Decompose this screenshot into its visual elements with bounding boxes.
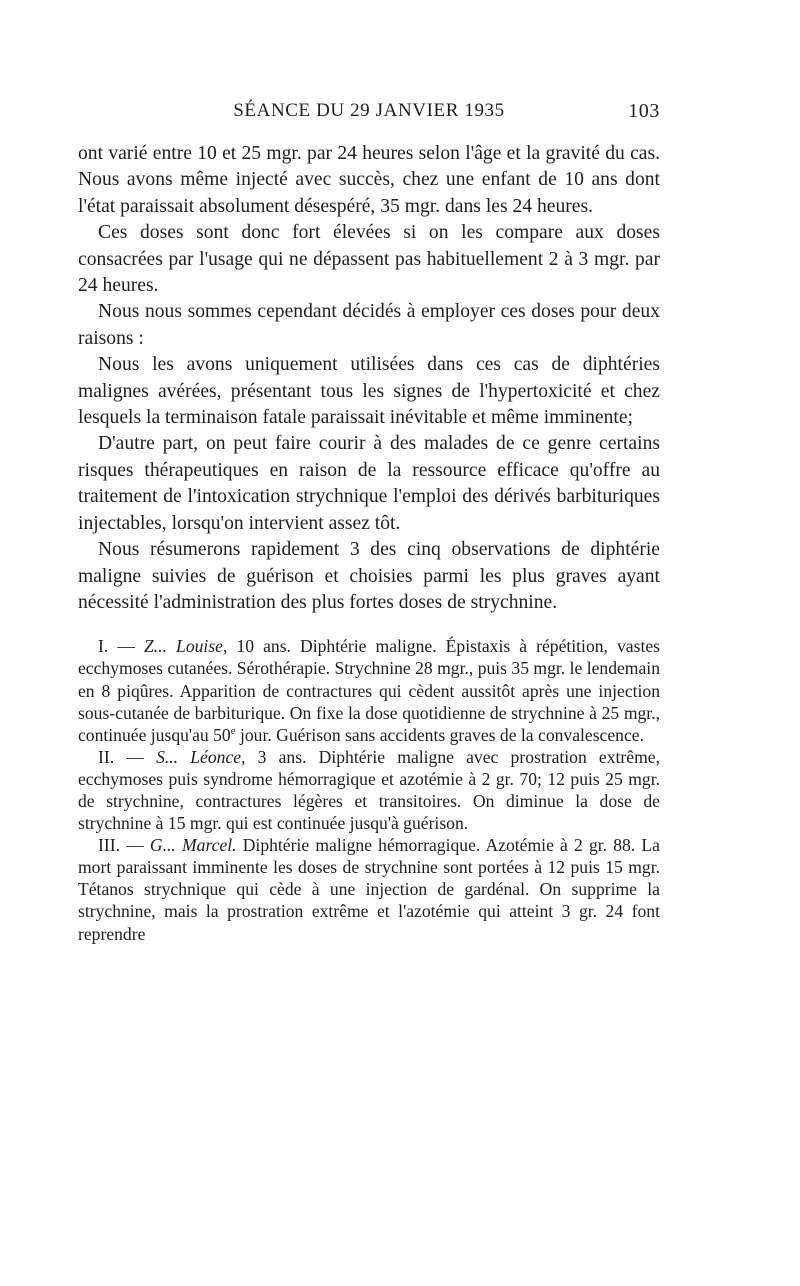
observation-text: 10 ans. Diphtérie maligne. Épistaxis à répétition, vastes ecchymoses cutanées. Sérothérapie. Strychnine 28 mgr., puis 35 mgr. le lendemain en 8 piqûres. Apparition de contractures qui cèdent aussitôt après une injection sous-cutanée de barbiturique. On fixe la dose quotidienne de strychnine à 25 mgr., continuée jusqu'au 50 [78, 636, 661, 745]
observation-1 [78, 635, 660, 745]
paragraph-continuation: ont varié entre 10 et 25 mgr. par 24 heures selon l'âge et la gravité du cas. Nous avons même injecté avec succès, chez une enfant de 10 ans dont l'état paraissait absolument désespéré, 35 mgr. dans les 24 heures. [78, 143, 660, 217]
paragraph: Nous les avons uniquement utilisées dans ces cas de diphtéries malignes avérées, présentant tous les signes de l'hypertoxicité et chez lesquels la terminaison fatale paraissait inévitable et même imminente; [78, 354, 660, 429]
running-header [78, 100, 660, 128]
observation-label: I. — [98, 636, 144, 657]
observation-label: III. — [98, 835, 150, 856]
patient-name: G... Marcel. [149, 835, 237, 856]
paragraph: D'autre part, on peut faire courir à des malades de ce genre certains risques thérapeutiques en raison de la ressource efficace qu'offre au traitement de l'intoxication strychnique l'emploi des dérivés barbituriques injectables, lorsqu'on intervient assez tôt. [78, 433, 660, 534]
paragraph: Nous résumerons rapidement 3 des cinq observations de diphtérie maligne suivies de guérison et choisies parmi les plus graves ayant nécessité l'administration des plus fortes doses de strychnine. [78, 539, 660, 613]
paragraph: Nous nous sommes cependant décidés à employer ces doses pour deux raisons : [78, 301, 660, 349]
patient-name: S... Léonce, [156, 746, 246, 767]
observation-text: 3 ans. Diphtérie maligne avec prostration extrême, ecchymoses puis syndrome hémorragique et azotémie à 2 gr. 70; 12 puis 25 mgr. de strychnine, contractures légères et transitoires. On diminue la dose de strychnine à 15 mgr. qui est continuée jusqu'à guérison. [78, 746, 660, 834]
ordinal-suffix: e [230, 724, 236, 737]
observation-label: II. — [98, 746, 157, 767]
running-title: SÉANCE DU 29 JANVIER 1935 [233, 100, 505, 121]
paragraph: Ces doses sont donc fort élevées si on les compare aux doses consacrées par l'usage qui ne dépassent pas habituellement 2 à 3 mgr. par 24 heures. [78, 222, 660, 297]
body-text [78, 141, 660, 945]
page-number: 103 [628, 100, 660, 122]
section-gap [78, 616, 660, 635]
observation-text-end: jour. Guérison sans accidents graves de la convalescence. [235, 724, 644, 745]
observation-3 [78, 834, 660, 944]
patient-name: Z... Louise, [144, 636, 228, 657]
observation-text: Diphtérie maligne hémorragique. Azotémie à 2 gr. 88. La mort paraissant imminente les doses de strychnine sont portées à 12 puis 15 mgr. Tétanos strychnique qui cède à une injection de gardénal. On supprime la strychnine, mais la prostration extrême et l'azotémie qui atteint 3 gr. 24 font reprendre [78, 835, 660, 944]
observation-2 [78, 746, 660, 834]
